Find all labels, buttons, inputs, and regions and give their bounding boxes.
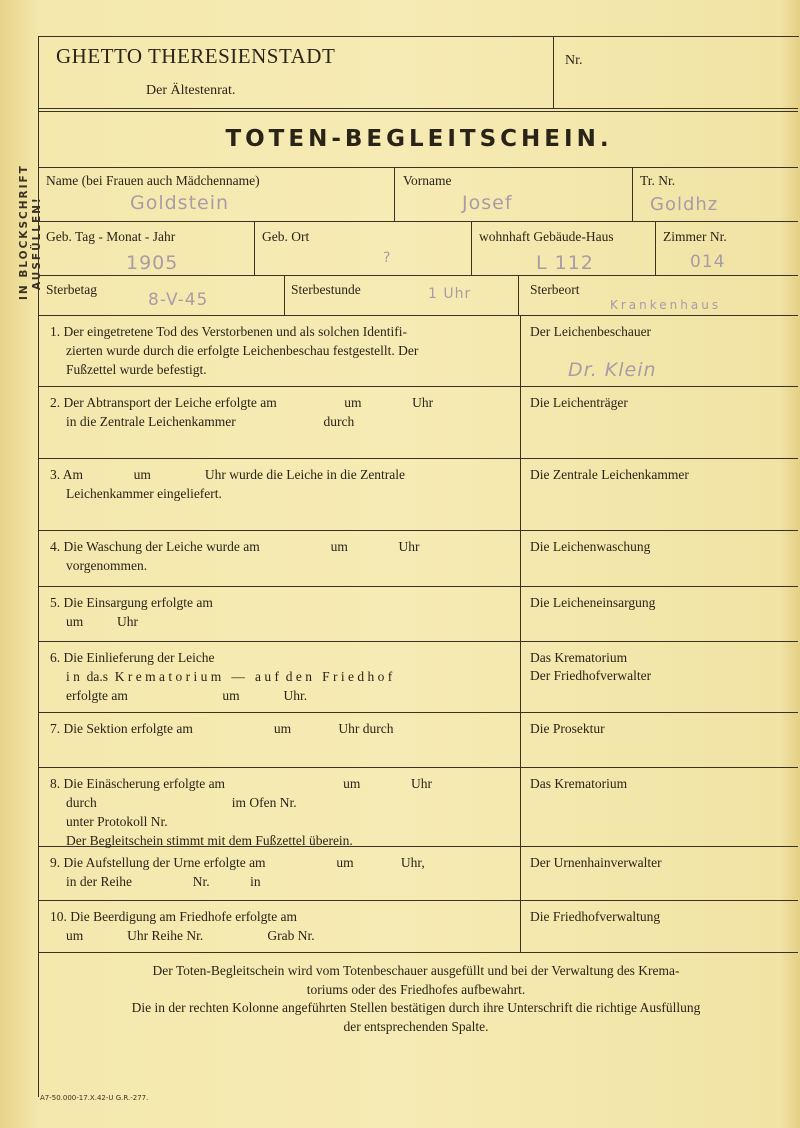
sterbeort-label: Sterbeort [530,282,580,297]
gebort-label: Geb. Ort [262,229,310,244]
divider [38,221,798,222]
divider [38,108,798,109]
leichenbeschauer-signature: Dr. Klein [568,359,657,381]
section-1-text: Fußzettel wurde befestigt. [66,362,207,377]
section-9-signatory: Der Urnenhainverwalter [530,855,662,870]
sterbeort-value: Krankenhaus [610,298,722,312]
name-value: Goldstein [130,192,230,214]
divider [655,221,656,275]
section-1-signatory: Der Leichenbeschauer [530,324,652,339]
footer-line: Die in der rechten Kolonne angeführten Stellen bestätigen durch ihre Unterschrift die richtige Ausfüllung [131,1000,701,1015]
divider [518,275,519,315]
header-org: GHETTO THERESIENSTADT [56,44,336,68]
sterbetag-value: 8-V-45 [148,290,209,310]
divider [254,221,255,275]
divider [38,641,798,642]
section-1-text: zierten wurde durch die erfolgte Leichenbeschau festgestellt. Der [66,343,419,358]
section-8-text: durch im Ofen Nr. [66,795,297,810]
divider [38,275,798,276]
sidebar-line-2: AUSFÜLLEN! [31,196,43,290]
section-8-text: 8. Die Einäscherung erfolgte am um Uhr [50,776,433,791]
divider [284,275,285,315]
header-sub: Der Ältestenrat. [146,83,236,98]
section-9-text: in der Reihe Nr. in [66,874,261,889]
footer-line: toriums oder des Friedhofes aufbewahrt. [306,981,526,997]
section-5-text: um Uhr [66,614,138,629]
divider [38,530,798,531]
trnr-label: Tr. Nr. [640,173,676,188]
section-3-text: Leichenkammer eingeliefert. [66,486,222,501]
divider [632,167,633,221]
section-5-signatory: Die Leicheneinsargung [530,595,656,610]
section-2-text: 2. Der Abtransport der Leiche erfolgte am um Uhr [50,395,434,410]
section-10-text: um Uhr Reihe Nr. Grab Nr. [66,928,315,943]
section-8-text: Der Begleitschein stimmt mit dem Fußzettel überein. [66,833,353,848]
section-3-signatory: Die Zentrale Leichenkammer [530,467,689,482]
divider [38,315,798,316]
section-9-text: 9. Die Aufstellung der Urne erfolgte am um Uhr, [50,855,425,870]
header-nr-label: Nr. [565,53,583,68]
vorname-value: Josef [462,192,513,214]
zimmer-value: 014 [690,252,726,272]
vorname-label: Vorname [403,173,452,188]
gebtag-value: 1905 [126,252,179,274]
section-3-text: 3. Am um Uhr wurde die Leiche in die Zentrale [50,467,406,482]
section-7-signatory: Die Prosektur [530,721,605,736]
footer-line: Der Toten-Begleitschein wird vom Totenbeschauer ausgefüllt und bei der Verwaltung des Krema- [152,963,680,978]
divider [553,36,554,108]
name-label: Name (bei Frauen auch Mädchenname) [46,173,260,188]
section-8-text: unter Protokoll Nr. [66,814,168,829]
divider [471,221,472,275]
section-2-signatory: Die Leichenträger [530,395,628,410]
section-4-signatory: Die Leichenwaschung [530,539,651,554]
divider [394,167,395,221]
section-6-text: i n da.s K r e m a t o r i u m — a u f d e n F r i e d h o f [66,669,393,684]
print-code: A7-50.000-17.X.42-U G.R.-277. [40,1094,149,1102]
gebort-value: ? [383,250,392,266]
footer-line: der entsprechenden Spalte. [343,1018,489,1034]
section-6-text: 6. Die Einlieferung der Leiche [50,650,215,665]
section-4-text: 4. Die Waschung der Leiche wurde am um Uhr [50,539,420,554]
sterbetag-label: Sterbetag [46,282,97,297]
header [56,44,335,99]
divider [38,952,798,953]
form-title: TOTEN-BEGLEITSCHEIN. [225,126,613,152]
trnr-value: Goldhz [650,194,719,215]
divider [38,111,798,112]
section-10-text: 10. Die Beerdigung am Friedhofe erfolgte am [50,909,298,924]
divider [38,900,798,901]
footer-note [56,962,776,1036]
divider [38,458,798,459]
section-8-signatory: Das Krematorium [530,776,628,791]
section-6-signatory-2: Der Friedhofverwalter [530,668,652,683]
wohnhaft-label: wohnhaft Gebäude-Haus [479,229,614,244]
divider [38,386,798,387]
section-10-signatory: Die Friedhofverwaltung [530,909,661,924]
gebtag-label: Geb. Tag - Monat - Jahr [46,229,176,244]
section-1-text: 1. Der eingetretene Tod des Verstorbenen und als solchen Identifi- [50,324,407,339]
section-2-text: in die Zentrale Leichenkammer durch [66,414,355,429]
section-5-text: 5. Die Einsargung erfolgte am [50,595,213,610]
sterbestunde-value: 1 Uhr [428,286,472,302]
wohnhaft-value: L 112 [536,252,594,274]
sterbestunde-label: Sterbestunde [291,282,361,297]
divider [520,315,521,952]
zimmer-label: Zimmer Nr. [663,229,727,244]
section-7-text: 7. Die Sektion erfolgte am um Uhr durch [50,721,394,736]
divider [38,846,798,847]
divider [38,767,798,768]
section-6-signatory: Das Krematorium [530,650,628,665]
divider [38,167,798,168]
sidebar-line-1: IN BLOCKSCHRIFT [18,164,30,300]
divider [38,712,798,713]
divider [38,586,798,587]
section-6-text: erfolgte am um Uhr. [66,688,308,703]
section-4-text: vorgenommen. [66,558,148,573]
sidebar-instruction [0,150,43,300]
